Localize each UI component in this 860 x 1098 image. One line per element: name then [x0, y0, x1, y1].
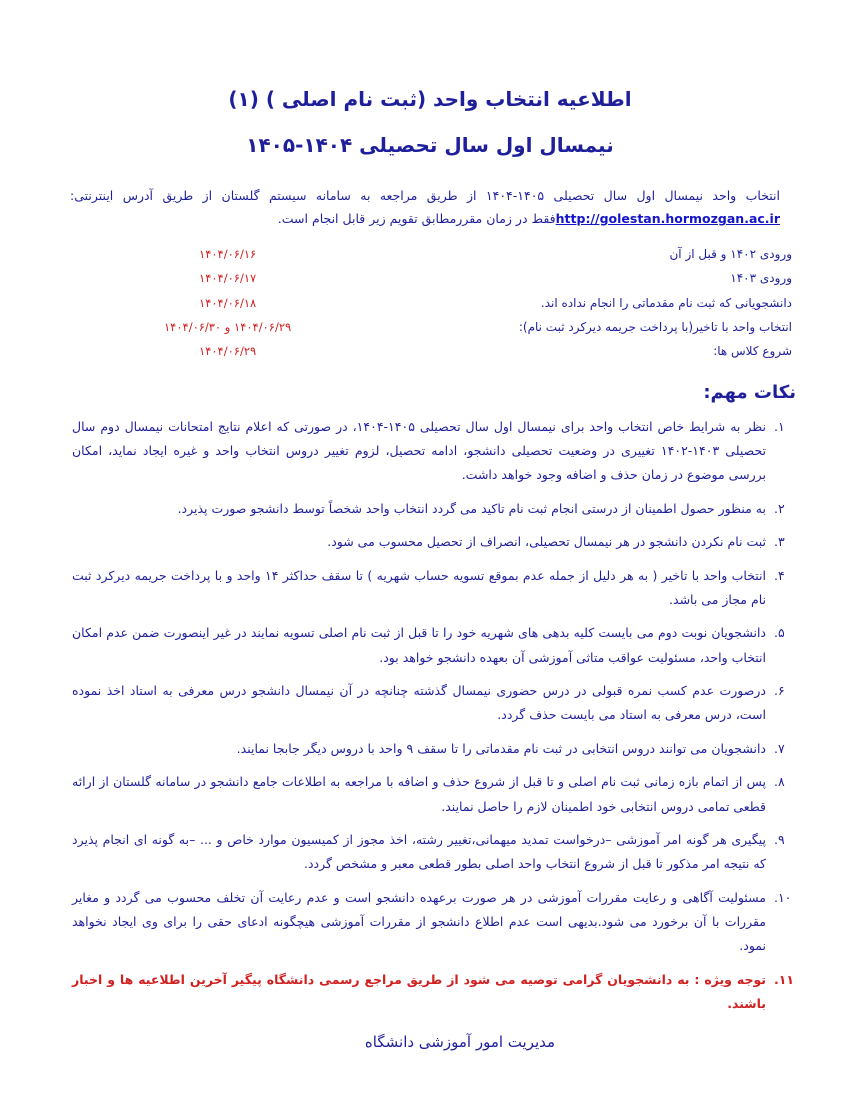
- list-item: [72, 564, 785, 613]
- notes-list: [62, 415, 798, 1017]
- list-item: [72, 770, 785, 819]
- list-item-number: ۴.: [774, 567, 785, 583]
- list-item-number: ۳.: [774, 534, 785, 550]
- list-item-number: ۱۰.: [774, 889, 792, 905]
- schedule-table: [62, 243, 798, 364]
- list-item: [72, 530, 785, 554]
- list-item-text: پس از اتمام بازه زمانی ثبت نام اصلی و تا قبل از شروع حذف و اضافه با مراجعه به اطلاعات جامع دانشجو در سامانه گلستان از ارائه قطعی تمامی دروس انتخابی خود اطمینان لازم را حاصل نمایند.: [72, 774, 766, 814]
- intro-text-before: انتخاب واحد نیمسال اول سال تحصیلی ۱۴۰۵-۱۴۰۴ از طریق مراجعه به سامانه سیستم گلستان از طریق آدرس اینترنتی:: [70, 188, 780, 203]
- schedule-label: انتخاب واحد با تاخیر(با پرداخت جریمه دیرکرد ثبت نام):: [518, 319, 792, 334]
- list-item-number: ۸.: [774, 774, 785, 790]
- schedule-date: ۱۴۰۴/۰۶/۱۷: [199, 271, 257, 286]
- list-item-text: به منظور حصول اطمینان از درستی انجام ثبت نام تاکید می گردد انتخاب واحد شخصاً توسط دانشجو صورت پذیرد.: [177, 500, 766, 516]
- list-item: [72, 621, 785, 670]
- list-item: [72, 497, 785, 521]
- list-item-number: ۹.: [774, 831, 785, 847]
- schedule-date: ۱۴۰۴/۰۶/۲۹: [199, 344, 257, 358]
- title-block: [62, 84, 798, 160]
- schedule-label: ورودی: [759, 271, 792, 286]
- signature: مدیریت امور آموزشی دانشگاه: [364, 1032, 556, 1051]
- list-item-number: ۱۱.: [774, 971, 795, 987]
- list-item-number: ۵.: [774, 625, 785, 641]
- schedule-label: ورودی: [759, 247, 792, 262]
- list-item-text: توجه ویژه : به دانشجویان گرامی توصیه می شود از طریق مراجع رسمی دانشگاه پیگیر آخرین اطلاعیه ها و اخبار باشند.: [72, 971, 766, 1012]
- list-item-text: درصورت عدم کسب نمره قبولی در درس حضوری نیمسال گذشته چنانچه در آن نیمسال دانشجو درس معرفی به استاد اخذ نموده است، درس معرفی به استاد می بایست حذف گردد.: [72, 683, 766, 723]
- page-subtitle: نیمسال اول سال تحصیلی ۱۴۰۴-۱۴۰۵: [246, 133, 614, 157]
- schedule-label: شروع کلاس ها:: [713, 344, 792, 358]
- schedule-label: دانشجویانی که ثبت نام مقدماتی را انجام نداده اند.: [540, 295, 792, 310]
- schedule-label-extra: ۱۴۰۳: [730, 271, 757, 286]
- list-item-text: ثبت نام نکردن دانشجو در هر نیمسال تحصیلی، انصراف از تحصیل محسوب می شود.: [327, 534, 766, 550]
- list-item: [72, 679, 785, 728]
- list-item: [72, 886, 792, 959]
- table-row: [62, 291, 798, 315]
- intro-text-after: فقط در زمان مقررمطابق تقویم زیر قابل انجام است.: [277, 211, 556, 227]
- table-row: [62, 340, 798, 364]
- list-item-number: ۶.: [774, 683, 785, 699]
- list-item-text: نظر به شرایط خاص انتخاب واحد برای نیمسال اول سال تحصیلی ۱۴۰۵-۱۴۰۴، در صورتی که اعلام نتایج امتحانات نیمسال دوم سال تحصیلی ۱۴۰۳-۱۴۰۲ تغییری در وضعیت تحصیلی دانشجو، ادامه تحصیل، لزوم تغییر دروس انتخاب واحد و غیره ایجاد نماید، امکان بررسی موضوع در زمان حذف و اضافه وجود خواهد داشت.: [72, 418, 766, 483]
- schedule-date: ۱۴۰۴/۰۶/۱۸: [199, 295, 257, 310]
- table-row: [62, 243, 798, 267]
- list-item-warning: [72, 968, 795, 1017]
- list-item-text: پیگیری هر گونه امر آموزشی –درخواست تمدید میهمانی،تغییر رشته، اخذ مجوز از کمیسیون موارد خاص و ... –به گونه ای انجام پذیرد که نتیجه امر مذکور تا قبل از شروع انتخاب واحد اصلی بطور قطعی معبر و مشخص گردد.: [72, 831, 766, 872]
- list-item-number: ۱.: [774, 418, 785, 434]
- list-item-text: دانشجویان می توانند دروس انتخابی در ثبت نام مقدماتی را تا سقف ۹ واحد با دروس دیگر جابجا نمایند.: [236, 740, 766, 756]
- list-item: [72, 737, 785, 761]
- schedule-date: ۱۴۰۴/۰۶/۲۹ و ۱۴۰۴/۰۶/۳۰: [163, 319, 292, 334]
- list-item-text: انتخاب واحد با تاخیر ( به هر دلیل از جمله عدم بموقع تسویه حساب شهریه ) تا سقف حداکثر ۱۴ واحد و با پرداخت جریمه دیرکرد ثبت نام مجاز می باشد.: [72, 567, 766, 607]
- list-item: [72, 828, 785, 877]
- list-item-text: مسئولیت آگاهی و رعایت مقررات آموزشی در هر صورت برعهده دانشجو است و عدم رعایت آن تخلف محسوب می گردد و مغایر مقررات با آن برخورد می شود.بدیهی است عدم اطلاع دانشجو از مقررات آموزشی هیچگونه ادعای حقی را برای وی ایجاد نخواهد نمود.: [72, 889, 766, 954]
- intro-paragraph: [62, 184, 798, 230]
- schedule-label-extra: ۱۴۰۲ و قبل از آن: [669, 247, 757, 262]
- table-row: [62, 315, 798, 339]
- golestan-link[interactable]: http://golestan.hormozgan.ac.ir: [555, 211, 780, 227]
- notes-heading: نکات مهم:: [703, 381, 796, 403]
- table-row: [62, 267, 798, 291]
- page-title: اطلاعیه انتخاب واحد (ثبت نام اصلی ) (۱): [228, 87, 632, 111]
- list-item-number: ۲.: [774, 500, 785, 516]
- schedule-date: ۱۴۰۴/۰۶/۱۶: [199, 247, 257, 262]
- list-item-number: ۷.: [774, 740, 785, 756]
- list-item-text: دانشجویان نوبت دوم می بایست کلیه بدهی های شهریه خود را تا قبل از ثبت نام اصلی تسویه نمایند در غیر اینصورت ضمن عدم امکان انتخاب واحد، مسئولیت عواقب متاثی آموزشی آن بعهده دانشجو خواهد بود.: [72, 625, 766, 665]
- list-item: [72, 415, 785, 488]
